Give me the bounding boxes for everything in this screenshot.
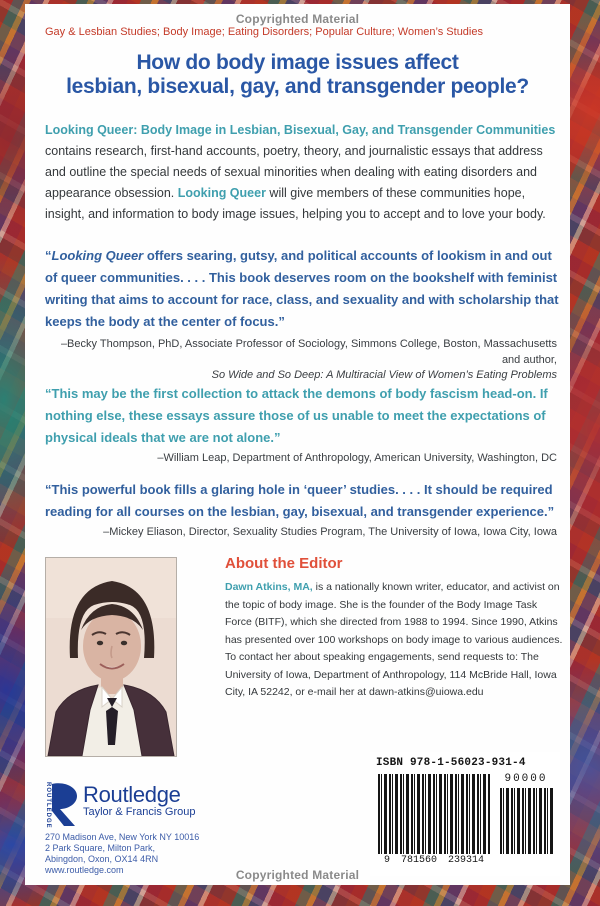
category-line: Gay & Lesbian Studies; Body Image; Eating Disorders; Popular Culture; Women’s Studies xyxy=(45,26,483,38)
headline-line-2: lesbian, bisexual, gay, and transgender people? xyxy=(66,75,529,98)
barcode-bars-price xyxy=(500,788,554,854)
barcode-price-code: 90000 xyxy=(504,773,548,785)
intro-text-2: will give members of these communities hope, insight, and information to body image issues, helping you to accept and to love your body. xyxy=(45,186,546,221)
routledge-logo-mark xyxy=(52,782,78,826)
attribution-1-name: –Becky Thompson, PhD, Associate Professor of Sociology, Simmons College, Boston, Massachusetts and author, xyxy=(60,338,557,366)
quote-1-body: offers searing, gutsy, and political accounts of lookism in and out of queer communities. . . . This book deserves room on the bookshelf with feminist writing that aims to account for race, class, and sexuality and with scholarship that keeps the body at the center of focus.” xyxy=(45,248,559,329)
review-attribution-1 xyxy=(45,337,559,384)
quote-1-book-title: Looking Queer xyxy=(51,248,144,263)
watermark-top: Copyrighted Material xyxy=(235,12,360,26)
headline-line-1: How do body image issues affect xyxy=(136,51,459,74)
about-editor-heading: About the Editor xyxy=(225,555,343,572)
quote-1-lead: “ xyxy=(45,248,52,263)
intro-paragraph xyxy=(45,120,557,225)
editor-name: Dawn Atkins, MA, xyxy=(225,581,313,593)
publisher-group: Taylor & Francis Group xyxy=(83,806,196,818)
editor-bio xyxy=(225,579,563,702)
review-quote-3: “This powerful book fills a glaring hole in ‘queer’ studies. . . . It should be required reading for all courses on the lesbian, gay, bisexual, and transgender experience.” xyxy=(45,482,555,519)
address-line: 270 Madison Ave, New York NY 10016 xyxy=(45,832,200,842)
publisher-website: www.routledge.com xyxy=(45,865,124,875)
editor-photo xyxy=(45,557,177,757)
address-line: Abingdon, Oxon, OX14 4RN xyxy=(45,854,159,864)
review-quote-2: “This may be the first collection to attack the demons of body fascism head-on. If nothing else, these essays assure those of us unable to meet the expectations of physical ideals that we are not alone.” xyxy=(45,386,548,445)
headline xyxy=(25,51,570,99)
review-attribution-3: –Mickey Eliason, Director, Sexuality Studies Program, The University of Iowa, Iowa City, Iowa xyxy=(103,526,557,538)
intro-text-1: contains research, first-hand accounts, poetry, theory, and journalistic essays that address and outline the special needs of sexual minorities when dealing with eating disorders and appearance obsession. xyxy=(45,144,543,200)
attribution-1-work: So Wide and So Deep: A Multiracial View of Women’s Eating Problems xyxy=(211,369,557,381)
publisher-logo xyxy=(45,782,196,829)
book-back-cover-card xyxy=(25,4,570,885)
publisher-vertical-wordmark: ROUTLEDGE xyxy=(45,782,51,829)
book-title-long: Looking Queer: Body Image in Lesbian, Bisexual, Gay, and Transgender Communities xyxy=(45,123,556,137)
address-line: 2 Park Square, Milton Park, xyxy=(45,843,156,853)
barcode-bars-main xyxy=(378,774,490,854)
isbn-label: ISBN 978-1-56023-931-4 xyxy=(376,757,526,769)
isbn-barcode xyxy=(370,752,560,876)
editor-bio-text: is a nationally known writer, educator, and activist on the topic of body image. She is the founder of the Body Image Task Force (BITF), which she directed from 1988 to 1994. Since 1990, Atkins has presented over 100 workshops on body image to various audiences. To contact her about speaking engagements, send requests to: The University of Iowa, Department of Anthropology, 114 McBride Hall, Iowa City, IA 52242, or e-mail her at dawn-atkins@uiowa.edu xyxy=(225,581,563,698)
book-title-short: Looking Queer xyxy=(177,186,266,200)
watermark-bottom: Copyrighted Material xyxy=(235,868,360,882)
review-quote-1 xyxy=(45,245,559,333)
publisher-name: Routledge xyxy=(83,782,181,807)
barcode-digits: 9 781560 239314 xyxy=(383,855,484,866)
review-attribution-2: –William Leap, Department of Anthropology, American University, Washington, DC xyxy=(157,452,557,464)
editor-portrait-illustration xyxy=(46,558,176,756)
